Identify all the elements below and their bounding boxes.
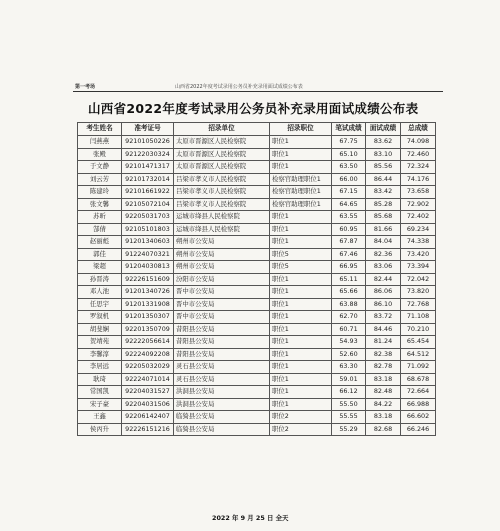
cell-total: 73.420: [401, 248, 436, 261]
cell-total: 74.098: [401, 136, 436, 149]
cell-total: 66.988: [401, 398, 436, 411]
table-row: [78, 273, 436, 286]
cell-ticket: 92101732014: [122, 173, 174, 186]
cell-name: 罗叙机: [78, 311, 122, 324]
cell-position: 职位1: [270, 348, 332, 361]
header-rule: [73, 91, 443, 92]
cell-interview: 85.68: [366, 211, 401, 224]
cell-position: 职位1: [270, 361, 332, 374]
cell-position: 职位1: [270, 136, 332, 149]
cell-interview: 84.22: [366, 398, 401, 411]
cell-position: 职位1: [270, 311, 332, 324]
cell-total: 72.902: [401, 198, 436, 211]
table-row: [78, 161, 436, 174]
cell-interview: 83.18: [366, 373, 401, 386]
cell-interview: 86.10: [366, 298, 401, 311]
cell-written: 67.46: [332, 248, 366, 261]
cell-written: 55.55: [332, 411, 366, 424]
cell-unit: 运城市绛县人民检察院: [174, 223, 270, 236]
cell-total: 70.210: [401, 323, 436, 336]
cell-written: 67.75: [332, 136, 366, 149]
cell-ticket: 92206142407: [122, 411, 174, 424]
cell-name: 陈建玲: [78, 186, 122, 199]
cell-position: 检察官助理职位1: [270, 198, 332, 211]
cell-total: 74.176: [401, 173, 436, 186]
cell-written: 60.95: [332, 223, 366, 236]
cell-total: 73.394: [401, 261, 436, 274]
cell-unit: 运城市绛县人民检察院: [174, 211, 270, 224]
cell-total: 71.108: [401, 311, 436, 324]
cell-position: 职位1: [270, 298, 332, 311]
cell-interview: 86.44: [366, 173, 401, 186]
cell-written: 64.65: [332, 198, 366, 211]
cell-name: 侯丙升: [78, 423, 122, 436]
table-row: [78, 311, 436, 324]
col-header-written: 笔试成绩: [332, 123, 366, 136]
cell-ticket: 91201350307: [122, 311, 174, 324]
table-row: [78, 136, 436, 149]
score-table: [77, 122, 436, 436]
cell-position: 职位5: [270, 248, 332, 261]
table-row: [78, 323, 436, 336]
cell-written: 65.66: [332, 286, 366, 299]
cell-name: 张文馨: [78, 198, 122, 211]
cell-total: 65.454: [401, 336, 436, 349]
col-header-total: 总成绩: [401, 123, 436, 136]
table-row: [78, 236, 436, 249]
cell-interview: 83.62: [366, 136, 401, 149]
cell-unit: 昔阳县公安局: [174, 348, 270, 361]
table-row: [78, 286, 436, 299]
table-row: [78, 361, 436, 374]
cell-written: 67.15: [332, 186, 366, 199]
cell-ticket: 92101050226: [122, 136, 174, 149]
cell-name: 李居远: [78, 361, 122, 374]
col-header-interview: 面试成绩: [366, 123, 401, 136]
cell-position: 职位2: [270, 423, 332, 436]
cell-unit: 昔阳县公安局: [174, 323, 270, 336]
cell-ticket: 92105101803: [122, 223, 174, 236]
cell-total: 72.402: [401, 211, 436, 224]
cell-interview: 81.66: [366, 223, 401, 236]
cell-unit: 朔州市公安局: [174, 236, 270, 249]
table-row: [78, 386, 436, 399]
cell-position: 职位1: [270, 211, 332, 224]
cell-ticket: 92101471317: [122, 161, 174, 174]
cell-unit: 昔阳县公安局: [174, 336, 270, 349]
cell-written: 60.71: [332, 323, 366, 336]
cell-interview: 83.72: [366, 311, 401, 324]
table-row: [78, 148, 436, 161]
cell-unit: 灵石县公安局: [174, 373, 270, 386]
cell-written: 55.50: [332, 398, 366, 411]
cell-ticket: 92122030324: [122, 148, 174, 161]
cell-total: 66.246: [401, 423, 436, 436]
cell-name: 刘云芳: [78, 173, 122, 186]
cell-ticket: 91201340603: [122, 236, 174, 249]
table-row: [78, 211, 436, 224]
cell-name: 郭佳: [78, 248, 122, 261]
cell-position: 职位1: [270, 161, 332, 174]
cell-interview: 83.18: [366, 411, 401, 424]
cell-name: 王鑫: [78, 411, 122, 424]
cell-interview: 82.36: [366, 248, 401, 261]
page-label: 第一考场: [75, 84, 96, 90]
cell-interview: 82.78: [366, 361, 401, 374]
cell-name: 闫燕燕: [78, 136, 122, 149]
cell-unit: 洪洞县公安局: [174, 398, 270, 411]
cell-ticket: 92201350709: [122, 323, 174, 336]
table-row: [78, 173, 436, 186]
cell-written: 63.55: [332, 211, 366, 224]
exam-date: 2022 年 9 月 25 日 全天: [212, 514, 289, 522]
table-row: [78, 248, 436, 261]
cell-unit: 太原市晋源区人民检察院: [174, 161, 270, 174]
cell-unit: 洪洞县公安局: [174, 386, 270, 399]
cell-interview: 82.38: [366, 348, 401, 361]
document-title: 山西省2022年度考试录用公务员补充录用面试成绩公布表: [88, 101, 419, 116]
cell-ticket: 92204031506: [122, 398, 174, 411]
cell-unit: 太原市晋源区人民检察院: [174, 148, 270, 161]
cell-written: 67.87: [332, 236, 366, 249]
cell-interview: 83.06: [366, 261, 401, 274]
cell-ticket: 91224070321: [122, 248, 174, 261]
cell-unit: 汾阳市公安局: [174, 273, 270, 286]
cell-total: 73.820: [401, 286, 436, 299]
cell-interview: 86.06: [366, 286, 401, 299]
table-row: [78, 298, 436, 311]
table-row: [78, 261, 436, 274]
cell-interview: 82.48: [366, 386, 401, 399]
cell-ticket: 92101661922: [122, 186, 174, 199]
cell-name: 常国凯: [78, 386, 122, 399]
cell-total: 73.658: [401, 186, 436, 199]
cell-total: 72.042: [401, 273, 436, 286]
cell-name: 孙晋涛: [78, 273, 122, 286]
cell-name: 于文静: [78, 161, 122, 174]
cell-ticket: 91201340726: [122, 286, 174, 299]
cell-total: 74.338: [401, 236, 436, 249]
cell-total: 66.602: [401, 411, 436, 424]
cell-written: 66.00: [332, 173, 366, 186]
cell-ticket: 92224092208: [122, 348, 174, 361]
cell-ticket: 92205031703: [122, 211, 174, 224]
cell-interview: 81.24: [366, 336, 401, 349]
cell-written: 66.95: [332, 261, 366, 274]
cell-name: 宋子豪: [78, 398, 122, 411]
cell-name: 耿琦: [78, 373, 122, 386]
cell-position: 职位1: [270, 323, 332, 336]
cell-ticket: 92105072104: [122, 198, 174, 211]
cell-written: 54.93: [332, 336, 366, 349]
cell-interview: 82.68: [366, 423, 401, 436]
col-header-unit: 招录单位: [174, 123, 270, 136]
cell-name: 胡斐娴: [78, 323, 122, 336]
cell-unit: 吕梁市孝义市人民检察院: [174, 186, 270, 199]
cell-written: 65.10: [332, 148, 366, 161]
cell-unit: 灵石县公安局: [174, 361, 270, 374]
cell-total: 72.460: [401, 148, 436, 161]
cell-unit: 晋中市公安局: [174, 298, 270, 311]
table-row: [78, 373, 436, 386]
table-row: [78, 336, 436, 349]
cell-position: 检察官助理职位1: [270, 186, 332, 199]
cell-interview: 84.04: [366, 236, 401, 249]
cell-ticket: 91204030813: [122, 261, 174, 274]
cell-written: 62.70: [332, 311, 366, 324]
cell-position: 职位1: [270, 148, 332, 161]
cell-position: 职位1: [270, 386, 332, 399]
cell-position: 职位1: [270, 373, 332, 386]
cell-written: 59.01: [332, 373, 366, 386]
cell-written: 63.88: [332, 298, 366, 311]
cell-position: 职位1: [270, 286, 332, 299]
cell-name: 张殿: [78, 148, 122, 161]
cell-name: 苏昕: [78, 211, 122, 224]
cell-ticket: 92226151216: [122, 423, 174, 436]
cell-written: 52.60: [332, 348, 366, 361]
cell-total: 64.512: [401, 348, 436, 361]
cell-unit: 朔州市公安局: [174, 261, 270, 274]
cell-written: 63.30: [332, 361, 366, 374]
cell-unit: 临猗县公安局: [174, 423, 270, 436]
cell-total: 71.092: [401, 361, 436, 374]
cell-ticket: 92205032029: [122, 361, 174, 374]
cell-written: 65.11: [332, 273, 366, 286]
table-row: [78, 223, 436, 236]
cell-position: 检察官助理职位1: [270, 173, 332, 186]
col-header-position: 招录职位: [270, 123, 332, 136]
cell-interview: 85.28: [366, 198, 401, 211]
cell-unit: 太原市晋源区人民检察院: [174, 136, 270, 149]
col-header-name: 考生姓名: [78, 123, 122, 136]
cell-written: 55.29: [332, 423, 366, 436]
cell-interview: 82.44: [366, 273, 401, 286]
cell-name: 郜倩: [78, 223, 122, 236]
cell-written: 66.12: [332, 386, 366, 399]
table-row: [78, 348, 436, 361]
cell-name: 梁超: [78, 261, 122, 274]
cell-position: 职位1: [270, 223, 332, 236]
cell-interview: 83.10: [366, 148, 401, 161]
table-row: [78, 398, 436, 411]
running-header: 山西省2022年度考试录用公务员补充录用面试成绩公布表: [175, 84, 303, 90]
cell-unit: 吕梁市孝义市人民检察院: [174, 198, 270, 211]
cell-name: 赵丽彪: [78, 236, 122, 249]
cell-written: 63.50: [332, 161, 366, 174]
cell-unit: 朔州市公安局: [174, 248, 270, 261]
cell-unit: 吕梁市孝义市人民检察院: [174, 173, 270, 186]
cell-interview: 83.42: [366, 186, 401, 199]
cell-unit: 临猗县公安局: [174, 411, 270, 424]
table-row: [78, 423, 436, 436]
table-row: [78, 198, 436, 211]
table-header-row: [78, 123, 436, 136]
col-header-ticket: 准考证号: [122, 123, 174, 136]
table-row: [78, 411, 436, 424]
cell-position: 职位2: [270, 411, 332, 424]
cell-ticket: 91201331908: [122, 298, 174, 311]
cell-ticket: 92204031527: [122, 386, 174, 399]
cell-interview: 85.56: [366, 161, 401, 174]
table-body: [78, 136, 436, 436]
cell-total: 72.324: [401, 161, 436, 174]
cell-ticket: 92222056614: [122, 336, 174, 349]
cell-position: 职位1: [270, 336, 332, 349]
cell-position: 职位1: [270, 398, 332, 411]
cell-total: 68.678: [401, 373, 436, 386]
cell-total: 69.234: [401, 223, 436, 236]
cell-unit: 晋中市公安局: [174, 311, 270, 324]
cell-position: 职位1: [270, 236, 332, 249]
table-row: [78, 186, 436, 199]
cell-total: 72.664: [401, 386, 436, 399]
cell-name: 任思宇: [78, 298, 122, 311]
cell-name: 贺靖苑: [78, 336, 122, 349]
cell-name: 邓人池: [78, 286, 122, 299]
cell-name: 李馨淳: [78, 348, 122, 361]
cell-unit: 晋中市公安局: [174, 286, 270, 299]
cell-interview: 84.46: [366, 323, 401, 336]
cell-position: 职位1: [270, 273, 332, 286]
cell-total: 72.768: [401, 298, 436, 311]
cell-ticket: 92224071014: [122, 373, 174, 386]
cell-ticket: 92226151609: [122, 273, 174, 286]
cell-position: 职位5: [270, 261, 332, 274]
